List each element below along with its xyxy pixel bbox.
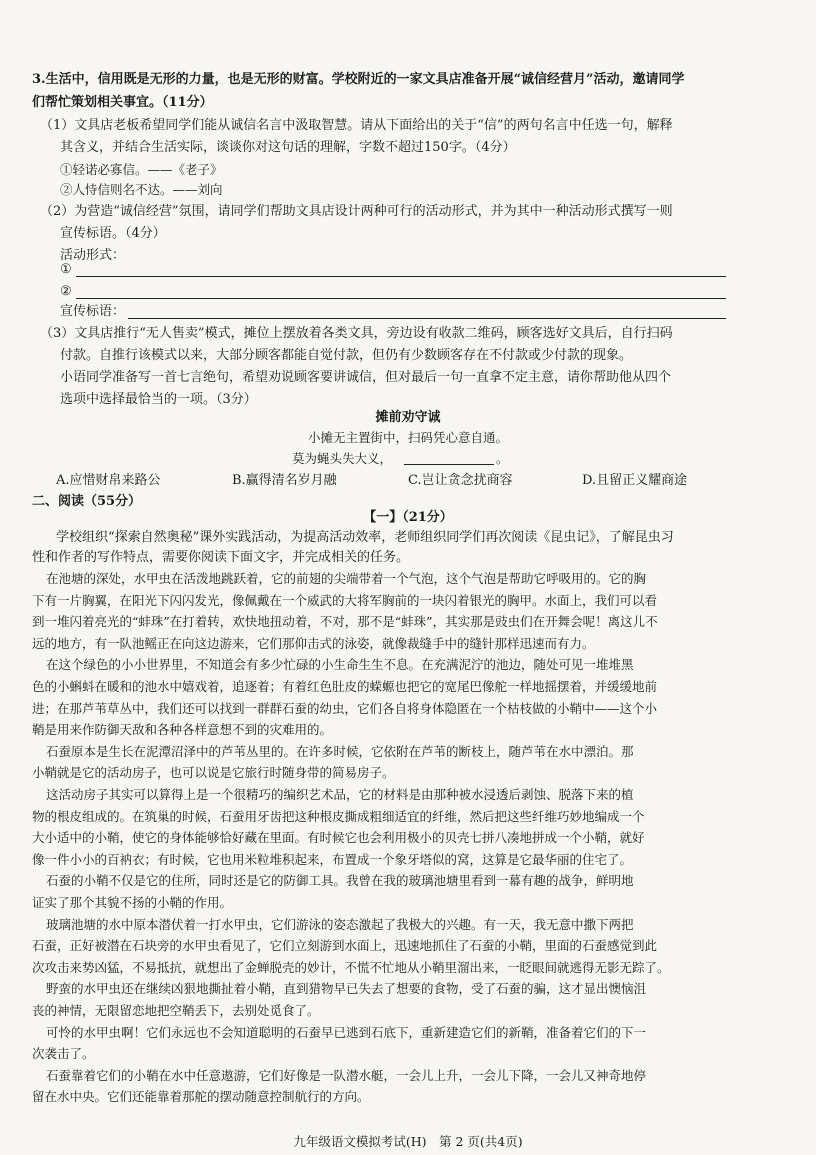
passage-line: 石蚕，正好被潜在石块旁的水甲虫看见了，它们立刻游到水面上，迅速地抓住了石蚕的小鞘，里面的石蚕感觉到此 bbox=[32, 938, 658, 954]
activity-blank-2-line[interactable] bbox=[76, 298, 726, 299]
passage-line: 证实了那个其貌不扬的小鞘的作用。 bbox=[32, 895, 233, 910]
passage-line: 石蚕靠着它们的小鞘在水中任意遨游，它们好像是一队潜水艇，一会儿上升，一会儿下降，一会儿又神奇地停 bbox=[46, 1067, 647, 1083]
passage-line: 在这个绿色的小小世界里，不知道会有多少忙碌的小生命生生不息。在充满泥泞的池边，随处可见一堆堆黑 bbox=[46, 657, 634, 673]
passage-line: 下有一片胸翼，在阳光下闪闪发光，像佩戴在一个威武的大将军胸前的一块闪着银光的胸甲。水面上，我们可以看 bbox=[32, 592, 658, 608]
slogan-label: 宣传标语： bbox=[60, 304, 126, 319]
poem-end-mark: 。 bbox=[496, 451, 509, 466]
passage-line: 丧的神情，无限留恋地把空鞘丢下，去别处觅食了。 bbox=[32, 1003, 320, 1018]
passage-line: 在池塘的深处，水甲虫在活泼地跳跃着，它的前翅的尖端带着一个气泡，这个气泡是帮助它呼吸用的。它的胸 bbox=[46, 571, 647, 586]
passage-line: 石蚕的小鞘不仅是它的住所，同时还是它的防御工具。我曾在我的玻璃池塘里看到一幕有趣的战争，鲜明地 bbox=[46, 873, 634, 889]
option-c[interactable]: C.岂让贪念扰商容 bbox=[408, 473, 513, 488]
quote-one: ①轻诺必寡信。——《老子》 bbox=[60, 162, 223, 177]
q3-intro-line1: 3.生活中，信用既是无形的力量，也是无形的财富。学校附近的一家文具店准备开展“诚信经营月”活动，邀请同学 bbox=[32, 72, 685, 87]
q3-intro-line2: 们帮忙策划相关事宜。（11分） bbox=[32, 95, 213, 110]
option-a[interactable]: A.应惜财帛来路公 bbox=[56, 473, 161, 488]
passage-line: 石蚕原本是生长在泥潭沼泽中的芦苇丛里的。在许多时候，它依附在芦苇的断枝上，随芦苇在水中漂泊。那 bbox=[46, 743, 634, 759]
q3-part3-line1: （3）文具店推行“无人售卖”模式，摊位上摆放着各类文具，旁边设有收款二维码，顾客选好文具后，自行扫码 bbox=[40, 326, 673, 341]
q3-part1-line2: 其含义，并结合生活实际，谈谈你对这句话的理解，字数不超过150字。（4分） bbox=[60, 140, 516, 155]
poem-line-2: 莫为蝇头失大义， bbox=[292, 451, 393, 466]
passage-line: 留在水中央。它们还能靠着那舵的摆动随意控制航行的方向。 bbox=[32, 1089, 370, 1105]
passage-line: 可怜的水甲虫啊！它们永远也不会知道聪明的石蚕早已逃到石底下，重新建造它们的新鞘，准备着它们的下一 bbox=[46, 1024, 647, 1040]
part1-title: 【一】（21分） bbox=[363, 510, 453, 525]
q3-part2-line2: 宣传标语。（4分） bbox=[60, 226, 166, 241]
passage-line: 这活动房子其实可以算得上是一个很精巧的编织艺术品，它的材料是由那种被水浸透后剥蚀、脱落下来的植 bbox=[46, 787, 634, 802]
passage-line: 野蛮的水甲虫还在继续凶狠地撕扯着小鞘，直到猎物早已失去了想要的食物，受了石蚕的骗，这才显出懊恼沮 bbox=[46, 981, 647, 997]
poem-title: 摊前劝守诚 bbox=[375, 410, 441, 425]
passage-line: 玻璃池塘的水中原本潜伏着一打水甲虫，它们游泳的姿态激起了我极大的兴趣。有一天，我无意中撒下两把 bbox=[46, 916, 634, 932]
q3-part3-line4: 选项中选择最恰当的一项。（3分） bbox=[60, 392, 257, 407]
page-footer: 九年级语文模拟考试(H) 第 2 页(共4页) bbox=[293, 1134, 523, 1149]
slogan-blank-line[interactable] bbox=[128, 318, 726, 319]
activity-blank-1-line[interactable] bbox=[76, 276, 726, 277]
passage-line: 到一堆闪着亮光的“蚌珠”在打着转，欢快地扭动着，不对，那不是“蚌珠”，其实那是豉虫们在开舞会呢！离这儿不 bbox=[32, 614, 658, 630]
reading-intro-line2: 性和作者的写作特点，需要你阅读下面文字，并完成相关的任务。 bbox=[32, 550, 410, 565]
passage-line: 远的地方，有一队池鳐正在向这边游来，它们那仰击式的泳姿，就像裁缝手中的缝针那样迅速而有力。 bbox=[32, 635, 595, 651]
passage-line: 物的根皮组成的。在筑巢的时候，石蚕用牙齿把这种根皮撕成粗细适宜的纤维，然后把这些纤维巧妙地编成一个 bbox=[32, 808, 645, 824]
reading-intro-line1: 学校组织“探索自然奥秘”课外实践活动，为提高活动效率，老师组织同学们再次阅读《昆虫记》，了解昆虫习 bbox=[56, 530, 674, 545]
poem-answer-blank[interactable] bbox=[404, 464, 494, 465]
option-b[interactable]: B.赢得清名岁月融 bbox=[232, 473, 337, 488]
passage-line: 色的小蝌蚪在暖和的池水中嬉戏着，追逐着；有着红色肚皮的蝾螈也把它的宽尾巴像舵一样地摇摆着，并缓缓地前 bbox=[32, 679, 658, 694]
passage-line: 小鞘就是它的活动房子，也可以说是它旅行时随身带的简易房子。 bbox=[32, 765, 395, 781]
option-d[interactable]: D.且留正义耀商途 bbox=[582, 473, 688, 488]
passage-line: 次攻击来势凶猛，不易抵抗，就想出了金蝉脱壳的妙计，不慌不忙地从小鞘里溜出来，一眨眼间就逃得无影无踪了。 bbox=[32, 959, 670, 975]
activity-blank-1-label: ① bbox=[60, 262, 72, 277]
passage-line: 像一件小小的百衲衣；有时候，它也用米粒堆积起来，布置成一个象牙塔似的窝，这算是它最华丽的住宅了。 bbox=[32, 851, 633, 867]
passage-line: 进；在那芦苇草丛中，我们还可以找到一群群石蚕的幼虫，它们各自将身体隐匿在一个枯枝做的小鞘中——这个小 bbox=[32, 700, 658, 716]
activity-label: 活动形式： bbox=[60, 248, 126, 263]
quote-two: ②人恃信则名不达。——刘向 bbox=[60, 182, 223, 197]
q3-part2-line1: （2）为营造“诚信经营”氛围，请同学们帮助文具店设计两种可行的活动形式，并为其中一种活动形式撰写一则 bbox=[40, 204, 673, 219]
passage-line: 大小适中的小鞘，使它的身体能够恰好藏在里面。有时候它也会利用极小的贝壳七拼八凑地拼成一个小鞘，就好 bbox=[32, 830, 645, 846]
section2-heading: 二、阅读（55分） bbox=[32, 494, 142, 509]
poem-line-1: 小摊无主置街中，扫码凭心意自通。 bbox=[307, 430, 508, 445]
q3-part1-line1: （1）文具店老板希望同学们能从诚信名言中汲取智慧。请从下面给出的关于“信”的两句名言中任选一句，解释 bbox=[40, 118, 673, 133]
q3-part3-line2: 付款。自推行该模式以来，大部分顾客都能自觉付款，但仍有少数顾客存在不付款或少付款的现象。 bbox=[60, 348, 633, 363]
passage-line: 次袭击了。 bbox=[32, 1046, 95, 1062]
q3-part3-line3: 小语同学准备写一首七言绝句，希望劝说顾客要讲诚信，但对最后一句一直拿不定主意，请你帮助他从四个 bbox=[60, 370, 672, 385]
passage-line: 鞘是用来作防御天敌和各种各样意想不到的灾难用的。 bbox=[32, 722, 333, 738]
activity-blank-2-label: ② bbox=[60, 284, 72, 299]
